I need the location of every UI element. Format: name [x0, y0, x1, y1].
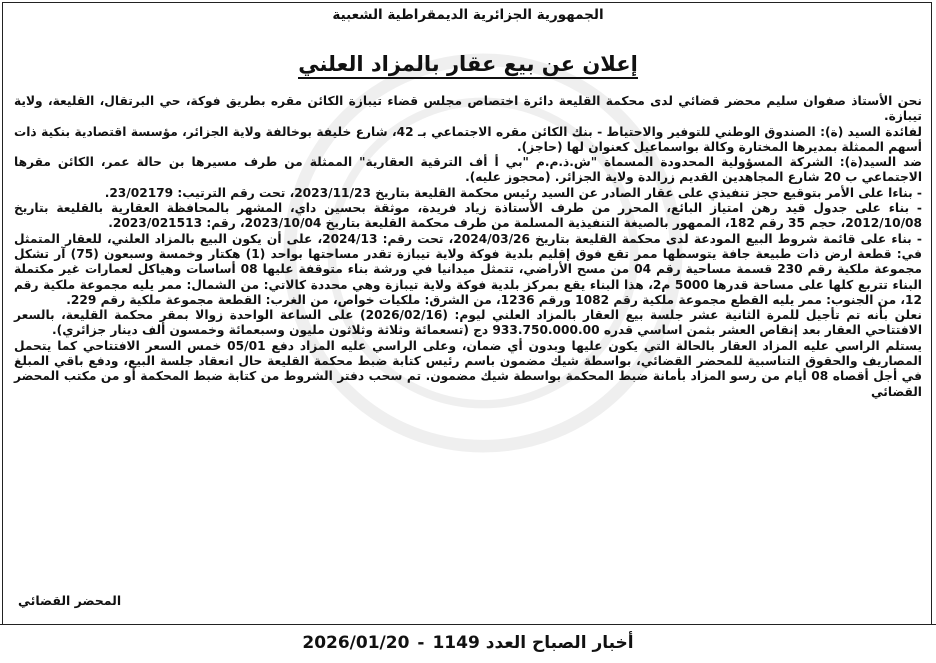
paragraph-creditor: لفائدة السيد (ة): الصندوق الوطني للتوفير والاحتياط - بنك الكائن مقره الاجتماعي بـ 42، شارع خليفة بوخالفة ولاية الجزائر، مؤسسة اقتصادية بنكية ذات أسهم الممثلة بمديرها المختارة وكالة بواسماعيل كعنوان لها (حاجز).: [14, 124, 922, 154]
paragraph-debtor: ضد السيد(ة): الشركة المسؤولية المحدودة المسماة "ش.ذ.م.م "بي أ أف الترقية العقارية" الممثلة من طرف مسيرها بن حالة عمر، الكائن مقرها الاجتماعي ب 20 شارع المجاهدين القديم زرالدة ولاية الجزائر. (محجوز عليه).: [14, 155, 922, 185]
footer-date: 2026/01/20: [302, 633, 410, 653]
notice-title: [0, 52, 936, 76]
paragraph-seizure-order: - بناءا على الأمر بتوقيع حجز تنفيذي على عقار الصادر عن السيد رئيس محكمة القليعة بتاريخ 2023/11/23، تحت رقم الترتيب: 23/02179.: [104, 185, 922, 200]
paragraph-mortgage: - بناء على جدول قيد رهن امتياز البائع، المحرر من طرف الأستاذة زياد فريدة، موثقة بحسين داي، المشهر بالمحافظة العقارية بالقليعة بتاريخ 2012/10/08، حجم 35 رقم 182، الممهور بالصيغة التنفيذية المسلمة من طرف محكمة القليعة بتاريخ 2023/10/04، رقم: 2023/021513.: [14, 201, 922, 231]
republic-header: الجمهورية الجزائرية الديمقراطية الشعبية: [332, 7, 604, 23]
paragraph-property: - بناء على قائمة شروط البيع المودعة لدى محكمة القليعة بتاريخ 2024/03/26، تحت رقم: 2024/13، على أن يكون البيع بالمزاد العلني، للعقار المتمثل في: قطعة ارض ذات طبيعة جافة يتوسطها ممر تقع فوق إقليم بلدية فوكة ولاية تيبازة تقدر مساحتها بواحد (1) هكتار وخمسة وسبعون (75) آر تشكل مجموعة ملكية رقم 230 قسمة مساحية رقم 04 من مسح الأراضي، تتمثل ميدانيا في ورشة بناء متوقفة عليها 08 أساسات وهياكل لعمارات غير مكتملة البناء تتربع كلها على مساحة قدرها 5000 م2، هذا البناء يقع بمركز بلدية فوكة ولاية تيبازة وهي محددة كالاتي: من الشمال: ممر يليه مجموعة ملكية رقم 12، من الجنوب: ممر يليه القطع مجموعة ملكية رقم 1082 ورقم 1236، من الشرق: ملكيات خواص، من الغرب: القطعة مجموعة ملكية رقم 229.: [14, 231, 922, 307]
footer-divider: [0, 624, 936, 625]
paragraph-auction-date: نعلن بأنه تم تأجيل للمرة الثانية عشر جلسة بيع العقار بالمزاد العلني ليوم: (2026/02/16) على الساعة الواحدة زوالا بمقر محكمة القليعة، بالسعر الافتتاحي العقار بعد إنقاص العشر بثمن اساسي قدره 933.750.000.00 دج (تسعمائة وثلاثة وثلاثون مليون وسبعمائة وخمسون ألف دينار جزائري).: [14, 308, 922, 338]
notice-title-text: إعلان عن بيع عقار بالمزاد العلني: [298, 52, 638, 79]
footer-separator: -: [417, 633, 425, 653]
footer: [0, 626, 936, 660]
signature: المحضر القضائي: [18, 593, 122, 608]
notice-body: [14, 94, 922, 400]
footer-publication: أخبار الصباح العدد 1149: [432, 633, 634, 653]
paragraph-conditions: يستلم الراسي عليه المزاد العقار بالحالة التي يكون عليها وبدون أي ضمان، وعلى الراسي عليه المزاد دفع 05/01 خمس السعر الافتتاحي كما يتحمل المصاريف والحقوق التناسبية للمحضر القضائي، بواسطة شيك مضمون باسم رئيس كتابة ضبط محكمة القليعة حال انعقاد جلسة البيع، ودفع باقي المبلغ في أجل أقصاه 08 أيام من رسو المزاد بأمانة ضبط المحكمة بواسطة شيك مضمون. تم سحب دفتر الشروط من كتابة ضبط المحكمة أو من مكتب المحضر القضائي: [14, 338, 922, 399]
paragraph-bailiff: نحن الأستاذ صفوان سليم محضر قضائي لدى محكمة القليعة دائرة اختصاص مجلس قضاء تيبازة الكائن مقره بطريق فوكة، حي البرتقال، القليعة، ولاية تيبازة.: [14, 94, 922, 124]
